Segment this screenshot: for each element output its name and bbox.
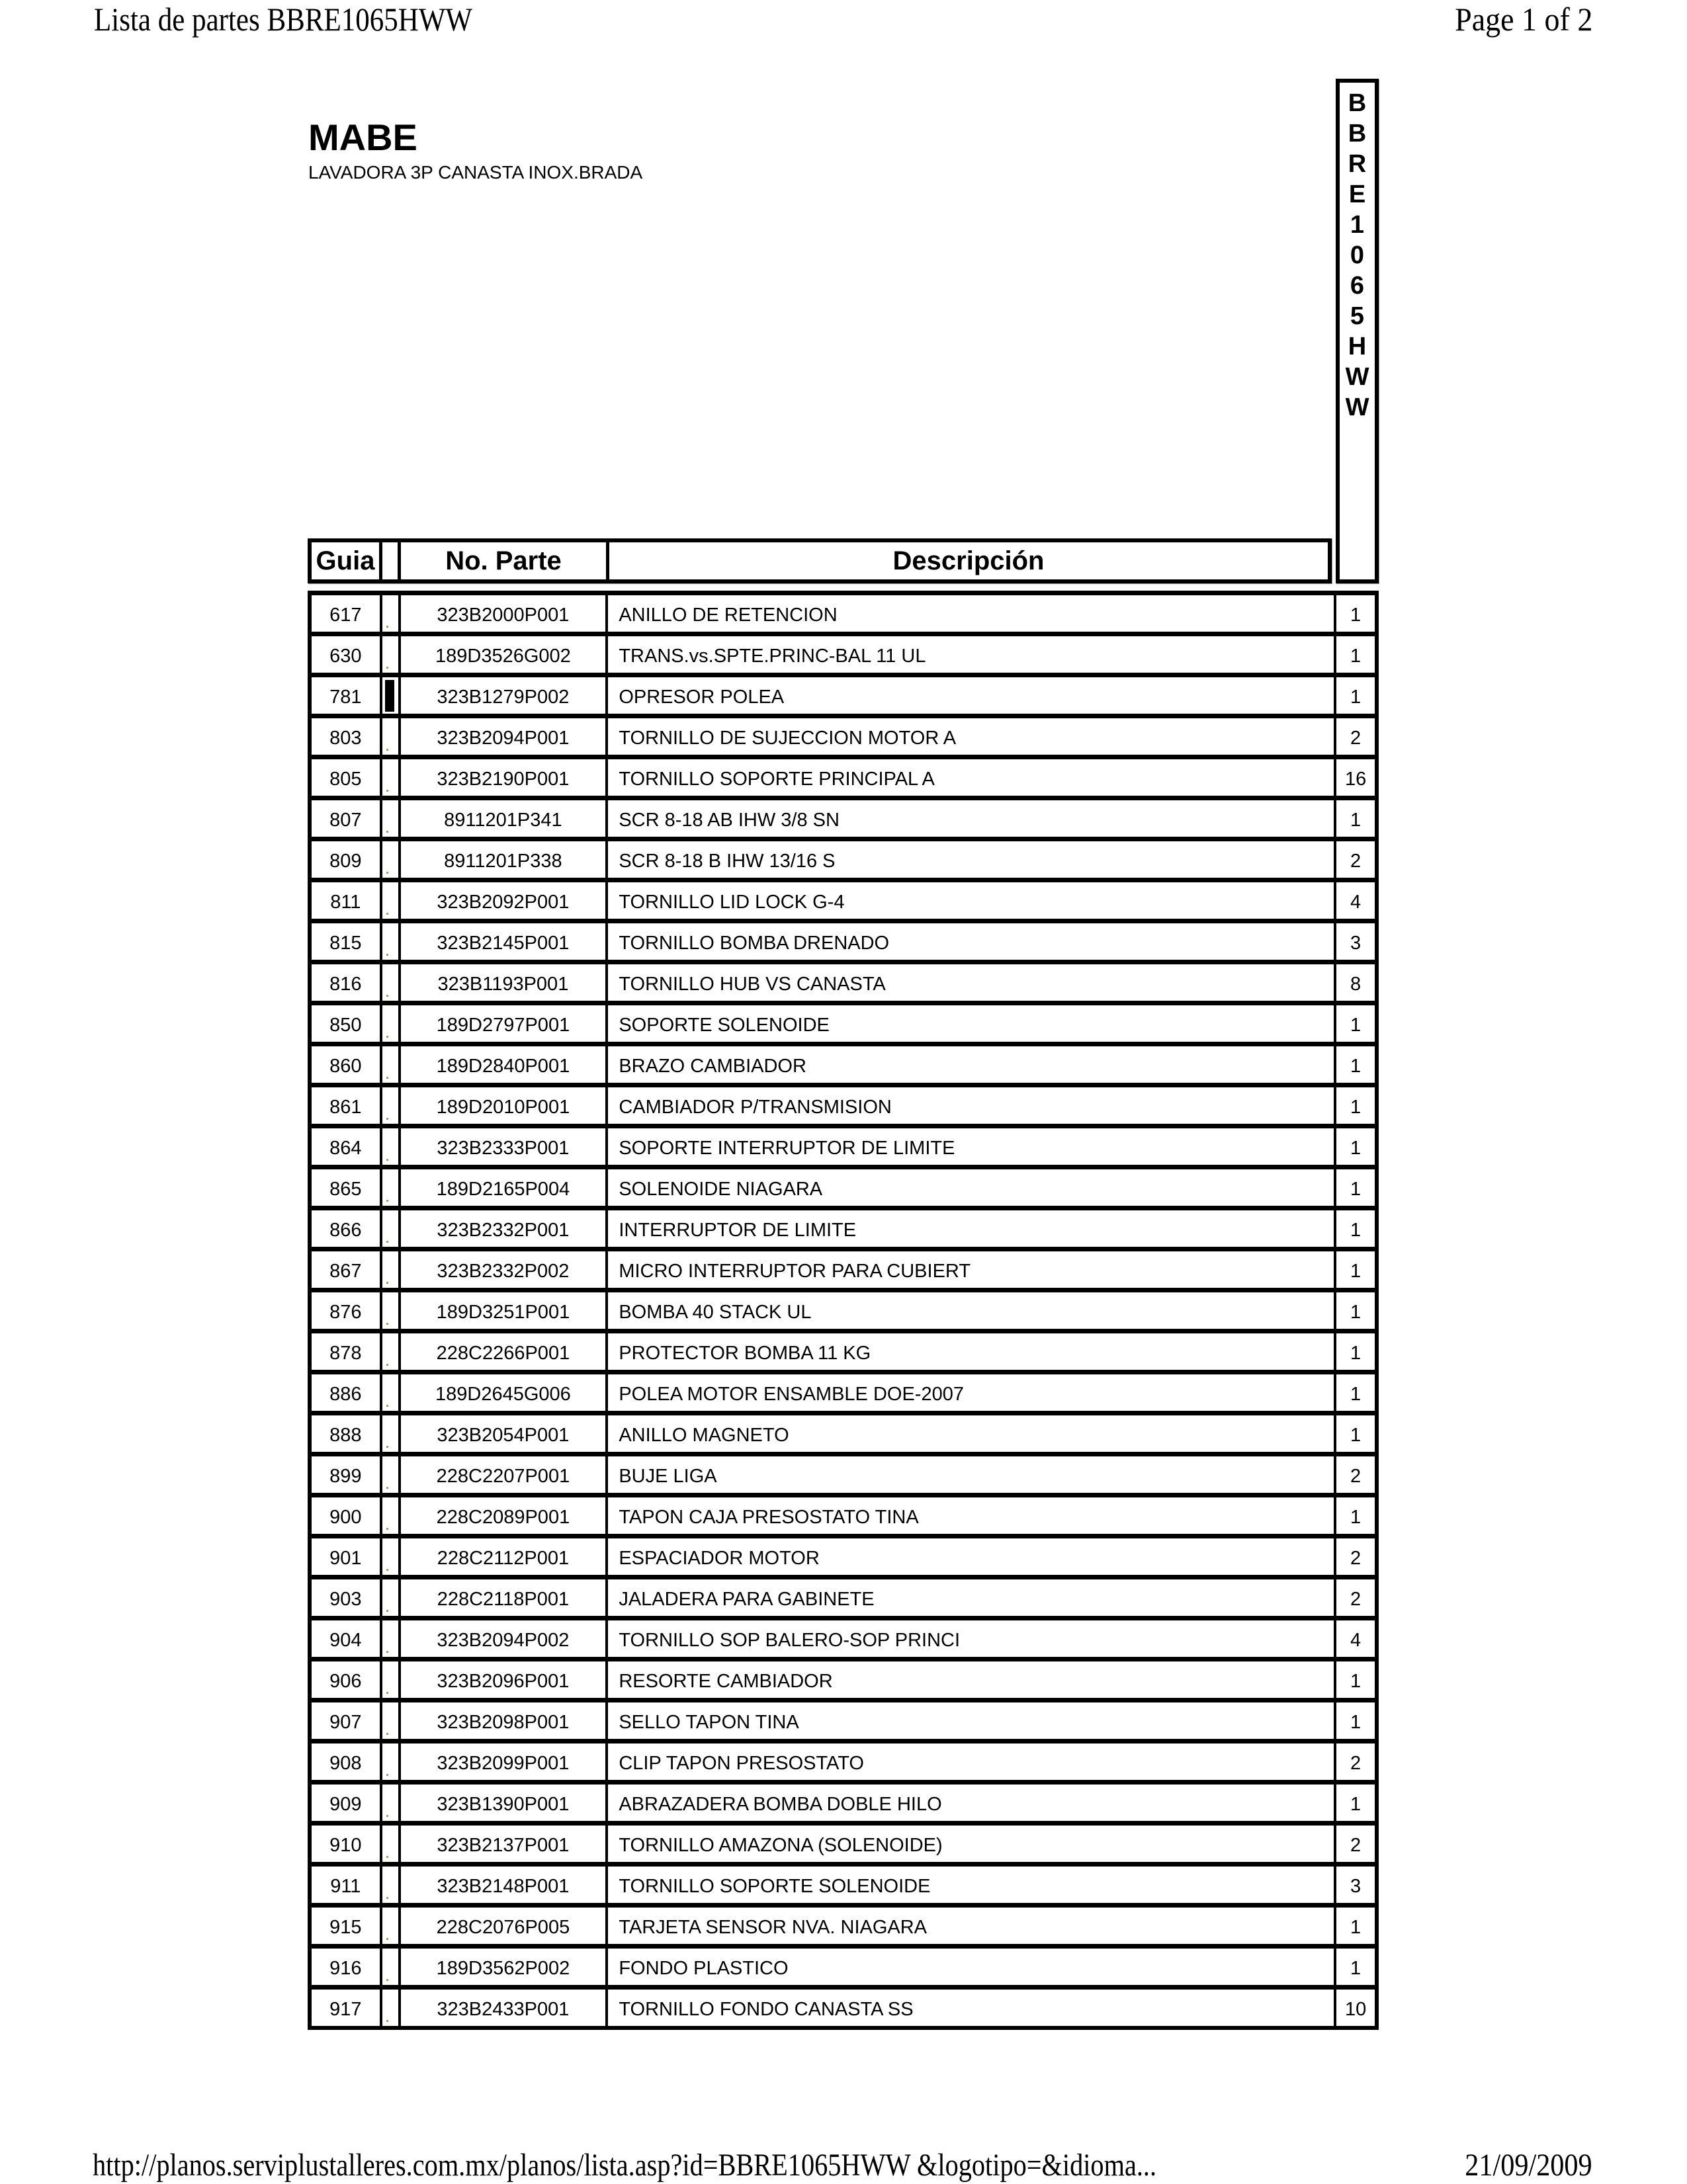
quantity-cell: 3	[1350, 1876, 1362, 1897]
description-cell: TORNILLO SOPORTE SOLENOIDE	[608, 1867, 1336, 1903]
marker-cell	[382, 1785, 401, 1821]
table-row	[312, 1698, 1375, 1739]
dot-icon	[386, 626, 388, 628]
marker-cell	[382, 636, 401, 673]
guia-cell: 911	[312, 1867, 382, 1903]
guia-cell: 876	[312, 1292, 382, 1329]
description-cell: SOLENOIDE NIAGARA	[608, 1169, 1336, 1206]
quantity-cell: 2	[1350, 1753, 1362, 1774]
quantity-cell: 8	[1350, 974, 1362, 995]
quantity-cell: 4	[1350, 1630, 1362, 1651]
description-cell: MICRO INTERRUPTOR PARA CUBIERT	[608, 1251, 1336, 1288]
marker-cell	[382, 1908, 401, 1944]
description-cell: TORNILLO SOP BALERO-SOP PRINCI	[608, 1620, 1336, 1657]
description-cell: TAPON CAJA PRESOSTATO TINA	[608, 1497, 1336, 1534]
part-number-cell: 189D3526G002	[401, 636, 609, 673]
quantity-cell: 1	[1350, 1138, 1362, 1159]
dot-icon	[386, 1692, 388, 1694]
dot-icon	[386, 1405, 388, 1407]
part-number-cell: 228C2266P001	[401, 1333, 609, 1370]
table-row	[312, 1329, 1375, 1370]
quantity-cell: 10	[1344, 1999, 1367, 2020]
guia-cell: 866	[312, 1210, 382, 1247]
marker-cell	[382, 1579, 401, 1616]
part-number-cell: 323B2433P001	[401, 1990, 609, 2026]
description-cell: CLIP TAPON PRESOSTATO	[608, 1743, 1336, 1780]
quantity-cell: 1	[1350, 1015, 1362, 1036]
part-number-cell: 323B2094P002	[401, 1620, 609, 1657]
quantity-cell: 1	[1350, 1179, 1362, 1200]
marker-cell	[382, 923, 401, 960]
dot-icon	[386, 913, 388, 915]
model-letter: W	[1345, 363, 1369, 391]
header-guia: Guia	[312, 542, 382, 579]
brand-name: MABE	[308, 116, 417, 158]
quantity-cell: 2	[1350, 1589, 1362, 1610]
table-row	[312, 1370, 1375, 1411]
quantity-cell: 1	[1350, 646, 1362, 667]
table-row	[312, 1780, 1375, 1821]
quantity-cell: 1	[1350, 1302, 1362, 1323]
quantity-cell: 1	[1350, 1097, 1362, 1118]
dot-icon	[386, 1200, 388, 1202]
part-number-cell: 323B1279P002	[401, 677, 609, 714]
part-number-cell: 189D2010P001	[401, 1087, 609, 1124]
marker-cell	[382, 1620, 401, 1657]
marker-cell	[382, 1456, 401, 1493]
dot-icon	[386, 1815, 388, 1817]
quantity-cell: 16	[1344, 769, 1367, 790]
description-cell: TORNILLO SOPORTE PRINCIPAL A	[608, 759, 1336, 796]
marker-cell	[382, 1169, 401, 1206]
guia-cell: 617	[312, 595, 382, 632]
table-row	[312, 1206, 1375, 1247]
quantity-cell: 1	[1350, 1056, 1362, 1077]
dot-icon	[386, 1610, 388, 1612]
part-number-cell: 228C2112P001	[401, 1538, 609, 1575]
table-row	[312, 1001, 1375, 1042]
row-marker-icon	[385, 680, 394, 712]
table-row	[312, 1083, 1375, 1124]
part-number-cell: 323B2094P001	[401, 718, 609, 755]
guia-cell: 864	[312, 1128, 382, 1165]
guia-cell: 878	[312, 1333, 382, 1370]
marker-cell	[382, 1867, 401, 1903]
description-cell: TORNILLO BOMBA DRENADO	[608, 923, 1336, 960]
quantity-cell: 1	[1350, 1425, 1362, 1446]
marker-cell	[382, 677, 401, 714]
marker-cell	[382, 1661, 401, 1698]
description-cell: TARJETA SENSOR NVA. NIAGARA	[608, 1908, 1336, 1944]
table-row	[312, 1493, 1375, 1534]
table-row	[312, 632, 1375, 673]
dot-icon	[386, 1364, 388, 1366]
table-row	[312, 591, 1375, 632]
marker-cell	[382, 1826, 401, 1862]
quantity-cell: 4	[1350, 892, 1362, 913]
description-cell: TRANS.vs.SPTE.PRINC-BAL 11 UL	[608, 636, 1336, 673]
description-cell: ANILLO MAGNETO	[608, 1415, 1336, 1452]
marker-cell	[382, 1046, 401, 1083]
description-cell: TORNILLO AMAZONA (SOLENOIDE)	[608, 1826, 1336, 1862]
quantity-cell: 1	[1350, 810, 1362, 831]
marker-cell	[382, 759, 401, 796]
dot-icon	[386, 1077, 388, 1079]
description-cell: ANILLO DE RETENCION	[608, 595, 1336, 632]
quantity-cell: 1	[1350, 1794, 1362, 1815]
table-header	[308, 538, 1332, 583]
guia-cell: 916	[312, 1949, 382, 1985]
part-number-cell: 228C2076P005	[401, 1908, 609, 1944]
marker-cell	[382, 1087, 401, 1124]
marker-cell	[382, 1538, 401, 1575]
description-cell: TORNILLO DE SUJECCION MOTOR A	[608, 718, 1336, 755]
marker-cell	[382, 718, 401, 755]
guia-cell: 904	[312, 1620, 382, 1657]
quantity-cell: 3	[1350, 933, 1362, 954]
part-number-cell: 8911201P338	[401, 841, 609, 878]
part-number-cell: 323B2099P001	[401, 1743, 609, 1780]
marker-cell	[382, 1497, 401, 1534]
guia-cell: 907	[312, 1702, 382, 1739]
table-row	[312, 1124, 1375, 1165]
table-row	[312, 1247, 1375, 1288]
description-cell: ABRAZADERA BOMBA DOBLE HILO	[608, 1785, 1336, 1821]
dot-icon	[386, 1282, 388, 1284]
quantity-cell: 2	[1350, 728, 1362, 749]
guia-cell: 630	[312, 636, 382, 673]
model-letter: H	[1348, 333, 1367, 360]
quantity-cell: 2	[1350, 1835, 1362, 1856]
guia-cell: 909	[312, 1785, 382, 1821]
description-cell: CAMBIADOR P/TRANSMISION	[608, 1087, 1336, 1124]
table-row	[312, 919, 1375, 960]
part-number-cell: 323B2333P001	[401, 1128, 609, 1165]
footer-url: http://planos.serviplustalleres.com.mx/planos/lista.asp?id=BBRE1065HWW &logotipo=&idioma...	[93, 2148, 1157, 2183]
description-cell: INTERRUPTOR DE LIMITE	[608, 1210, 1336, 1247]
dot-icon	[386, 1774, 388, 1776]
marker-cell	[382, 800, 401, 837]
dot-icon	[386, 2020, 388, 2022]
part-number-cell: 8911201P341	[401, 800, 609, 837]
quantity-cell: 1	[1350, 1712, 1362, 1733]
dot-icon	[386, 1241, 388, 1243]
description-cell: TORNILLO LID LOCK G-4	[608, 882, 1336, 919]
marker-cell	[382, 1702, 401, 1739]
description-cell: BOMBA 40 STACK UL	[608, 1292, 1336, 1329]
dot-icon	[386, 1446, 388, 1448]
description-cell: SCR 8-18 B IHW 13/16 S	[608, 841, 1336, 878]
marker-cell	[382, 595, 401, 632]
model-letter: B	[1348, 120, 1367, 147]
parts-table	[308, 591, 1379, 2030]
table-row	[312, 1903, 1375, 1944]
part-number-cell: 323B2145P001	[401, 923, 609, 960]
quantity-cell: 1	[1350, 1343, 1362, 1364]
marker-cell	[382, 1743, 401, 1780]
table-row	[312, 755, 1375, 796]
description-cell: TORNILLO HUB VS CANASTA	[608, 964, 1336, 1001]
dot-icon	[386, 1979, 388, 1981]
guia-cell: 816	[312, 964, 382, 1001]
guia-cell: 807	[312, 800, 382, 837]
marker-cell	[382, 1990, 401, 2026]
part-number-cell: 189D2797P001	[401, 1005, 609, 1042]
table-row	[312, 1739, 1375, 1780]
description-cell: BRAZO CAMBIADOR	[608, 1046, 1336, 1083]
quantity-cell: 1	[1350, 1671, 1362, 1692]
guia-cell: 811	[312, 882, 382, 919]
part-number-cell: 323B2190P001	[401, 759, 609, 796]
guia-cell: 886	[312, 1374, 382, 1411]
description-cell: JALADERA PARA GABINETE	[608, 1579, 1336, 1616]
guia-cell: 899	[312, 1456, 382, 1493]
product-description: LAVADORA 3P CANASTA INOX.BRADA	[308, 162, 643, 183]
description-cell: SCR 8-18 AB IHW 3/8 SN	[608, 800, 1336, 837]
marker-cell	[382, 964, 401, 1001]
guia-cell: 903	[312, 1579, 382, 1616]
quantity-cell: 1	[1350, 1220, 1362, 1241]
dot-icon	[386, 1487, 388, 1489]
quantity-cell: 1	[1350, 687, 1362, 708]
dot-icon	[386, 1118, 388, 1120]
marker-cell	[382, 1005, 401, 1042]
description-cell: ESPACIADOR MOTOR	[608, 1538, 1336, 1575]
model-letter: 1	[1350, 211, 1365, 239]
table-row	[312, 837, 1375, 878]
dot-icon	[386, 1528, 388, 1530]
marker-cell	[382, 1415, 401, 1452]
guia-cell: 865	[312, 1169, 382, 1206]
dot-icon	[386, 749, 388, 751]
part-number-cell: 323B2000P001	[401, 595, 609, 632]
quantity-cell: 2	[1350, 1466, 1362, 1487]
part-number-cell: 323B2332P001	[401, 1210, 609, 1247]
footer-date: 21/09/2009	[1465, 2148, 1592, 2183]
part-number-cell: 323B2148P001	[401, 1867, 609, 1903]
part-number-cell: 323B2096P001	[401, 1661, 609, 1698]
description-cell: FONDO PLASTICO	[608, 1949, 1336, 1985]
guia-cell: 781	[312, 677, 382, 714]
table-row	[312, 1657, 1375, 1698]
description-cell: PROTECTOR BOMBA 11 KG	[608, 1333, 1336, 1370]
model-letter: 0	[1350, 241, 1365, 269]
model-letter: 6	[1350, 272, 1365, 300]
table-row	[312, 1411, 1375, 1452]
header-description: Descripción	[892, 546, 1045, 575]
document-title: Lista de partes BBRE1065HWW	[94, 1, 473, 38]
part-number-cell: 228C2089P001	[401, 1497, 609, 1534]
part-number-cell: 323B2332P002	[401, 1251, 609, 1288]
header-spacer	[382, 542, 401, 579]
guia-cell: 915	[312, 1908, 382, 1944]
guia-cell: 908	[312, 1743, 382, 1780]
dot-icon	[386, 790, 388, 792]
guia-cell: 901	[312, 1538, 382, 1575]
dot-icon	[386, 995, 388, 997]
table-row	[312, 1534, 1375, 1575]
dot-icon	[386, 1036, 388, 1038]
marker-cell	[382, 841, 401, 878]
description-cell: SOPORTE SOLENOIDE	[608, 1005, 1336, 1042]
table-row	[312, 960, 1375, 1001]
guia-cell: 900	[312, 1497, 382, 1534]
model-letter: E	[1348, 181, 1366, 208]
dot-icon	[386, 1159, 388, 1161]
part-number-cell: 323B2137P001	[401, 1826, 609, 1862]
dot-icon	[386, 1323, 388, 1325]
guia-cell: 861	[312, 1087, 382, 1124]
dot-icon	[386, 1569, 388, 1571]
dot-icon	[386, 831, 388, 833]
description-cell: POLEA MOTOR ENSAMBLE DOE-2007	[608, 1374, 1336, 1411]
quantity-cell: 1	[1350, 1261, 1362, 1282]
description-cell: BUJE LIGA	[608, 1456, 1336, 1493]
table-row	[312, 1616, 1375, 1657]
guia-cell: 809	[312, 841, 382, 878]
quantity-cell: 2	[1350, 1548, 1362, 1569]
part-number-cell: 323B1193P001	[401, 964, 609, 1001]
part-number-cell: 323B2054P001	[401, 1415, 609, 1452]
part-number-cell: 323B1390P001	[401, 1785, 609, 1821]
guia-cell: 867	[312, 1251, 382, 1288]
marker-cell	[382, 1333, 401, 1370]
dot-icon	[386, 1938, 388, 1940]
guia-cell: 805	[312, 759, 382, 796]
table-row	[312, 1944, 1375, 1985]
header-part-number: No. Parte	[401, 542, 609, 579]
quantity-cell: 1	[1350, 1917, 1362, 1938]
table-row	[312, 1452, 1375, 1493]
model-letter: R	[1348, 150, 1367, 178]
marker-cell	[382, 1251, 401, 1288]
guia-cell: 803	[312, 718, 382, 755]
guia-cell: 906	[312, 1661, 382, 1698]
dot-icon	[386, 1856, 388, 1858]
table-row	[312, 1862, 1375, 1903]
description-cell: OPRESOR POLEA	[608, 677, 1336, 714]
marker-cell	[382, 1128, 401, 1165]
table-row	[312, 1985, 1375, 2026]
page-indicator: Page 1 of 2	[1454, 1, 1592, 38]
table-row	[312, 796, 1375, 837]
guia-cell: 917	[312, 1990, 382, 2026]
marker-cell	[382, 882, 401, 919]
table-row	[312, 878, 1375, 919]
table-row	[312, 1165, 1375, 1206]
model-column-header	[1336, 79, 1379, 583]
table-row	[312, 1042, 1375, 1083]
table-row	[312, 1575, 1375, 1616]
dot-icon	[386, 1897, 388, 1899]
quantity-cell: 1	[1350, 605, 1362, 626]
description-cell: TORNILLO FONDO CANASTA SS	[608, 1990, 1336, 2026]
quantity-cell: 1	[1350, 1958, 1362, 1979]
description-cell: RESORTE CAMBIADOR	[608, 1661, 1336, 1698]
quantity-cell: 1	[1350, 1384, 1362, 1405]
guia-cell: 888	[312, 1415, 382, 1452]
part-number-cell: 228C2207P001	[401, 1456, 609, 1493]
guia-cell: 910	[312, 1826, 382, 1862]
marker-cell	[382, 1210, 401, 1247]
description-cell: SOPORTE INTERRUPTOR DE LIMITE	[608, 1128, 1336, 1165]
table-row	[312, 1288, 1375, 1329]
part-number-cell: 189D2840P001	[401, 1046, 609, 1083]
guia-cell: 850	[312, 1005, 382, 1042]
part-number-cell: 189D2645G006	[401, 1374, 609, 1411]
dot-icon	[386, 954, 388, 956]
table-row	[312, 1821, 1375, 1862]
dot-icon	[386, 667, 388, 669]
model-letter: 5	[1350, 302, 1365, 330]
marker-cell	[382, 1374, 401, 1411]
description-cell: SELLO TAPON TINA	[608, 1702, 1336, 1739]
table-row	[312, 673, 1375, 714]
model-vertical-label	[1340, 88, 1375, 423]
part-number-cell: 323B2092P001	[401, 882, 609, 919]
marker-cell	[382, 1949, 401, 1985]
model-letter: W	[1345, 394, 1369, 421]
dot-icon	[386, 872, 388, 874]
dot-icon	[386, 1733, 388, 1735]
part-number-cell: 323B2098P001	[401, 1702, 609, 1739]
part-number-cell: 228C2118P001	[401, 1579, 609, 1616]
guia-cell: 860	[312, 1046, 382, 1083]
part-number-cell: 189D3562P002	[401, 1949, 609, 1985]
marker-cell	[382, 1292, 401, 1329]
model-letter: B	[1348, 89, 1367, 117]
guia-cell: 815	[312, 923, 382, 960]
table-row	[312, 714, 1375, 755]
quantity-cell: 1	[1350, 1507, 1362, 1528]
dot-icon	[386, 1651, 388, 1653]
part-number-cell: 189D2165P004	[401, 1169, 609, 1206]
part-number-cell: 189D3251P001	[401, 1292, 609, 1329]
quantity-cell: 2	[1350, 851, 1362, 872]
